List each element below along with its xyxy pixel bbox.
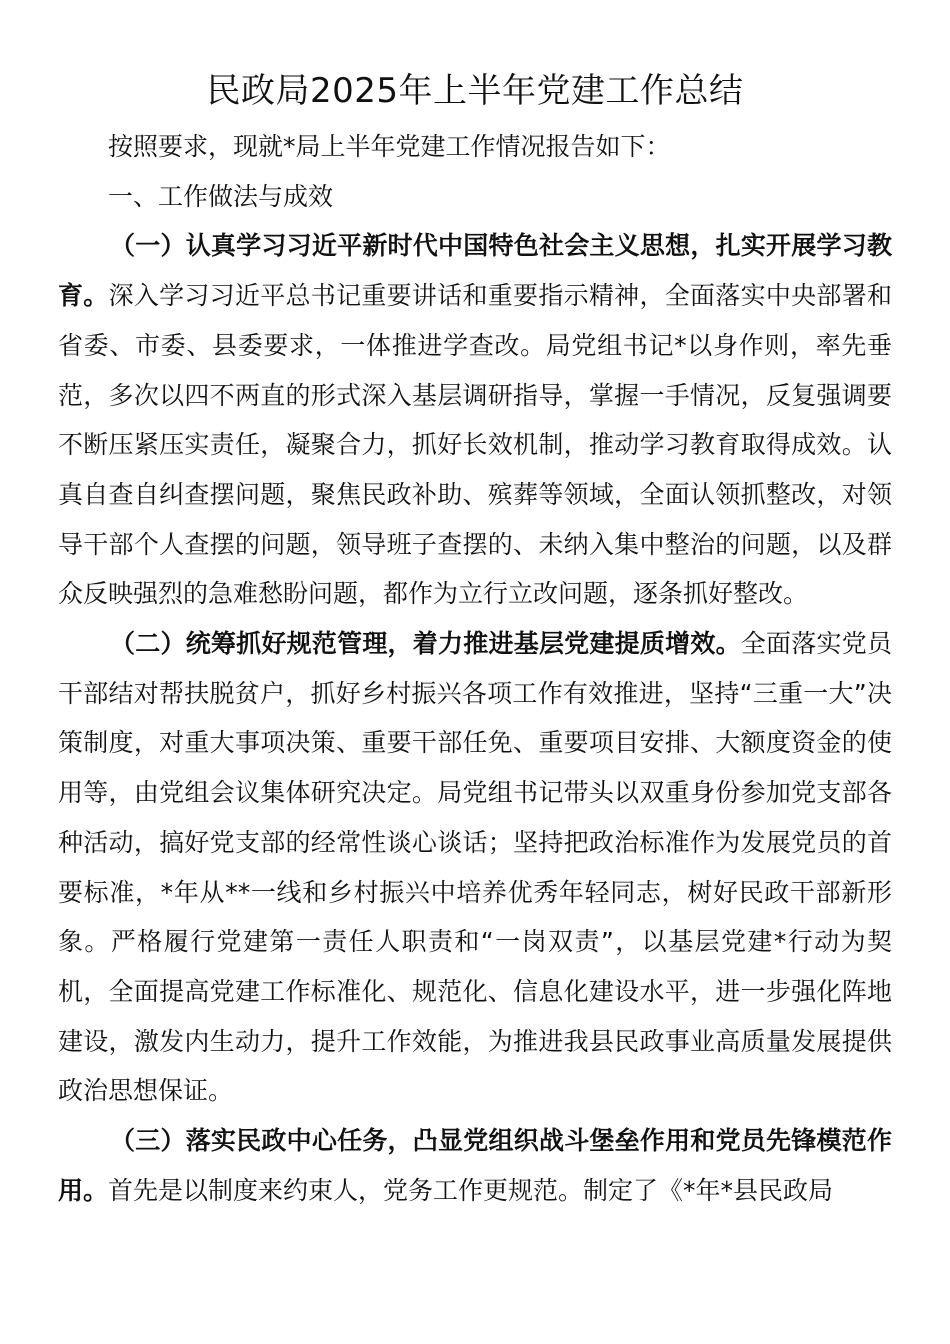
paragraph-1-body: 深入学习习近平总书记重要讲话和重要指示精神，全面落实中央部署和省委、市委、县委要求，一体推进学查改。局党组书记*以身作则，率先垂范，多次以四不两直的形式深入基层调研指导，掌握一手情况，反复强调要不断压紧压实责任，凝聚合力，抓好长效机制，推动学习教育取得成效。认真自查自纠查摆问题，聚焦民政补助、殡葬等领域，全面认领抓整改，对领导干部个人查摆的问题，领导班子查摆的、未纳入集中整治的问题，以及群众反映强烈的急难愁盼问题，都作为立行立改问题，逐条抓好整改。 [58,281,892,609]
paragraph-1 [58,221,892,619]
paragraph-3-body: 首先是以制度来约束人，党务工作更规范。制定了《*年*县民政局 [108,1175,834,1205]
paragraph-2 [58,619,892,1116]
paragraph-3 [58,1116,892,1215]
section-heading: 一、工作做法与成效 [108,181,334,211]
paragraph-3-heading: （三）落实民政中心任务，凸显党组织战斗堡垒作用和党员先锋模范作用。 [58,1126,892,1205]
paragraph-2-body: 全面落实党员干部结对帮扶脱贫户，抓好乡村振兴各项工作有效推进，坚持“三重一大”决策制度，对重大事项决策、重要干部任免、重要项目安排、大额度资金的使用等，由党组会议集体研究决定。局党组书记带头以双重身份参加党支部各种活动，搞好党支部的经常性谈心谈话；坚持把政治标准作为发展党员的首要标准，*年从**一线和乡村振兴中培养优秀年轻同志，树好民政干部新形象。严格履行党建第一责任人职责和“一岗双责”，以基层党建*行动为契机，全面提高党建工作标准化、规范化、信息化建设水平，进一步强化阵地建设，激发内生动力，提升工作效能，为推进我县民政事业高质量发展提供政治思想保证。 [58,629,892,1106]
intro-paragraph: 按照要求，现就*局上半年党建工作情况报告如下： [108,132,671,161]
paragraph-2-heading: （二）统筹抓好规范管理，着力推进基层党建提质增效。 [110,629,741,659]
document-page [58,60,892,1215]
document-title: 民政局2025年上半年党建工作总结 [206,71,744,111]
paragraph-1-heading: （一）认真学习习近平新时代中国特色社会主义思想，扎实开展学习教育。 [58,231,892,311]
